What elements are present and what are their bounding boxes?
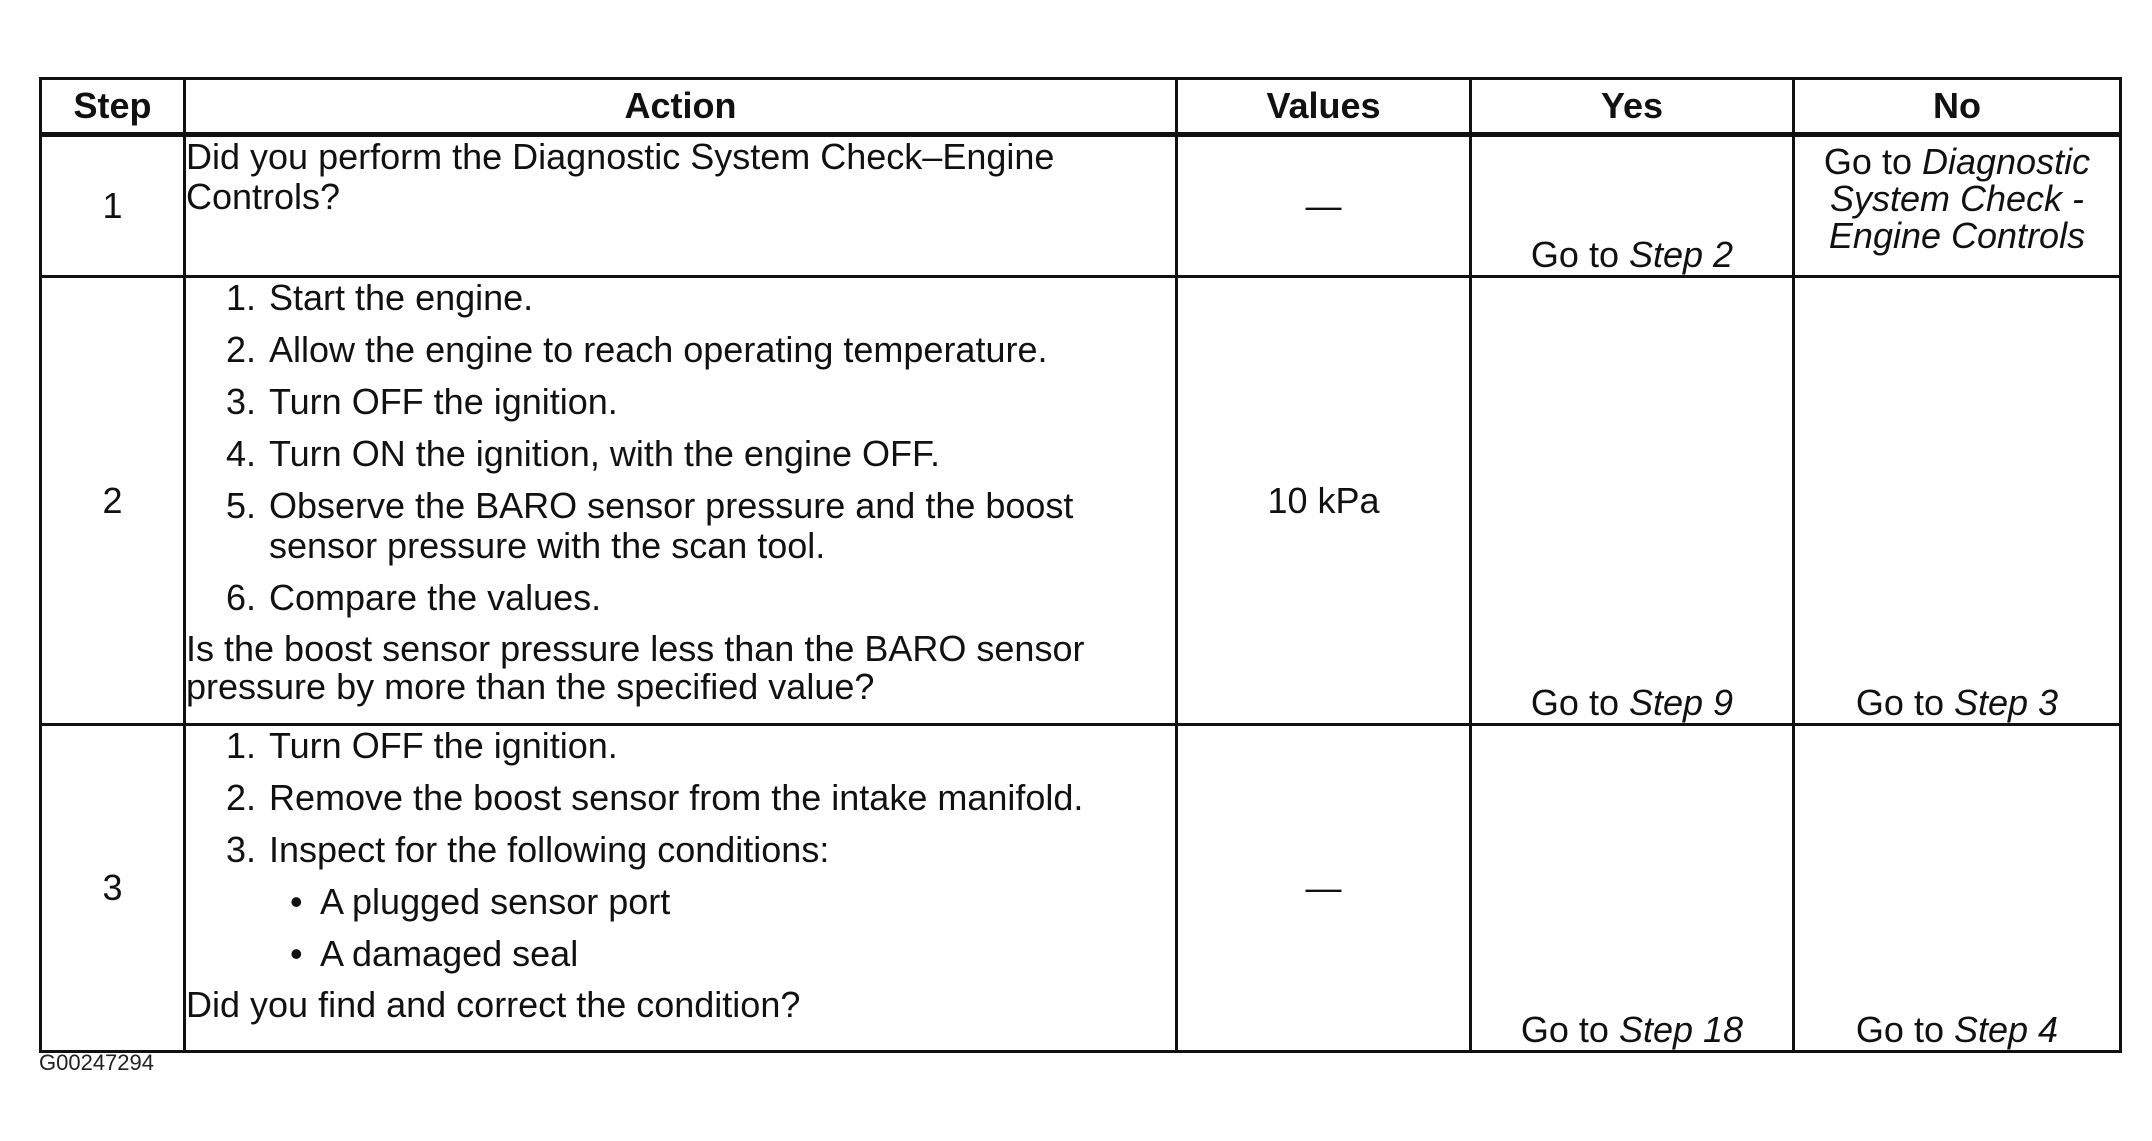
yes-prefix: Go to	[1520, 1009, 1619, 1050]
no-step-link[interactable]: Step 4	[1953, 1009, 2059, 1050]
yes-prefix: Go to	[1530, 234, 1629, 275]
list-item: 4. Turn ON the ignition, with the engine OFF.	[225, 433, 940, 474]
figure-id: G00247294	[39, 1050, 154, 1075]
yes-step-link[interactable]: Step 2	[1628, 234, 1734, 275]
list-item: 2. Remove the boost sensor from the intake manifold.	[225, 777, 1084, 818]
no-step-link[interactable]: Step 3	[1953, 682, 2059, 723]
substep-text: Turn ON the ignition, with the engine OFF.	[269, 433, 940, 474]
no-cell	[1794, 135, 2121, 277]
action-question: Is the boost sensor pressure less than the BARO sensor pressure by more than the specified value?	[186, 628, 1085, 707]
value-cell: —	[1177, 725, 1471, 1052]
no-cell	[1794, 725, 2121, 1052]
yes-step-link[interactable]: Step 18	[1618, 1009, 1744, 1050]
substep-text: Turn OFF the ignition.	[269, 381, 618, 422]
substep-text: Turn OFF the ignition.	[269, 725, 618, 766]
value-cell: 10 kPa	[1177, 277, 1471, 725]
header-values: Values	[1177, 79, 1471, 135]
substep-list	[186, 278, 1175, 618]
no-step-link[interactable]: Diagnostic System Check - Engine Controls	[1828, 141, 2091, 256]
substep-text: Remove the boost sensor from the intake manifold.	[269, 777, 1084, 818]
no-prefix: Go to	[1855, 682, 1954, 723]
condition-text: A damaged seal	[320, 933, 579, 974]
list-item: 1. Turn OFF the ignition.	[225, 725, 618, 766]
action-question: Did you perform the Diagnostic System Check–Engine Controls?	[186, 136, 1055, 217]
substep-list	[186, 726, 1175, 870]
action-question: Did you find and correct the condition?	[186, 984, 801, 1025]
list-item: 2. Allow the engine to reach operating temperature.	[225, 329, 1048, 370]
table-row	[41, 277, 2121, 725]
substep-text: Inspect for the following conditions:	[269, 829, 830, 870]
table-row	[41, 725, 2121, 1052]
yes-step-link[interactable]: Step 9	[1628, 682, 1734, 723]
condition-text: A plugged sensor port	[320, 881, 671, 922]
yes-cell	[1471, 277, 1794, 725]
list-item: 3. Inspect for the following conditions:	[225, 829, 830, 870]
substep-text: Compare the values.	[269, 577, 602, 618]
list-item	[186, 934, 1175, 974]
list-item: 1. Start the engine.	[225, 277, 534, 318]
step-number: 1	[41, 135, 185, 277]
header-step: Step	[41, 79, 185, 135]
condition-list	[186, 882, 1175, 974]
action-cell	[185, 277, 1177, 725]
list-item: 6. Compare the values.	[225, 577, 602, 618]
substep-text: Start the engine.	[269, 277, 534, 318]
action-cell	[185, 135, 1177, 277]
diagnostic-table	[39, 77, 2122, 1053]
no-cell	[1794, 277, 2121, 725]
value-cell: —	[1177, 135, 1471, 277]
no-prefix: Go to	[1823, 141, 1922, 182]
substep-text: Observe the BARO sensor pressure and the boost sensor pressure with the scan tool.	[269, 485, 1074, 566]
yes-cell	[1471, 725, 1794, 1052]
header-yes: Yes	[1471, 79, 1794, 135]
list-item: 3. Turn OFF the ignition.	[225, 381, 618, 422]
header-action: Action	[185, 79, 1177, 135]
table-row	[41, 135, 2121, 277]
yes-prefix: Go to	[1530, 682, 1629, 723]
no-prefix: Go to	[1855, 1009, 1954, 1050]
list-item: 5. Observe the BARO sensor pressure and the boost sensor pressure with the scan tool.	[225, 485, 1074, 566]
step-number: 3	[41, 725, 185, 1052]
list-item	[186, 882, 1175, 922]
substep-text: Allow the engine to reach operating temperature.	[269, 329, 1048, 370]
action-cell	[185, 725, 1177, 1052]
step-number: 2	[41, 277, 185, 725]
header-row	[41, 79, 2121, 135]
yes-cell	[1471, 135, 1794, 277]
header-no: No	[1794, 79, 2121, 135]
